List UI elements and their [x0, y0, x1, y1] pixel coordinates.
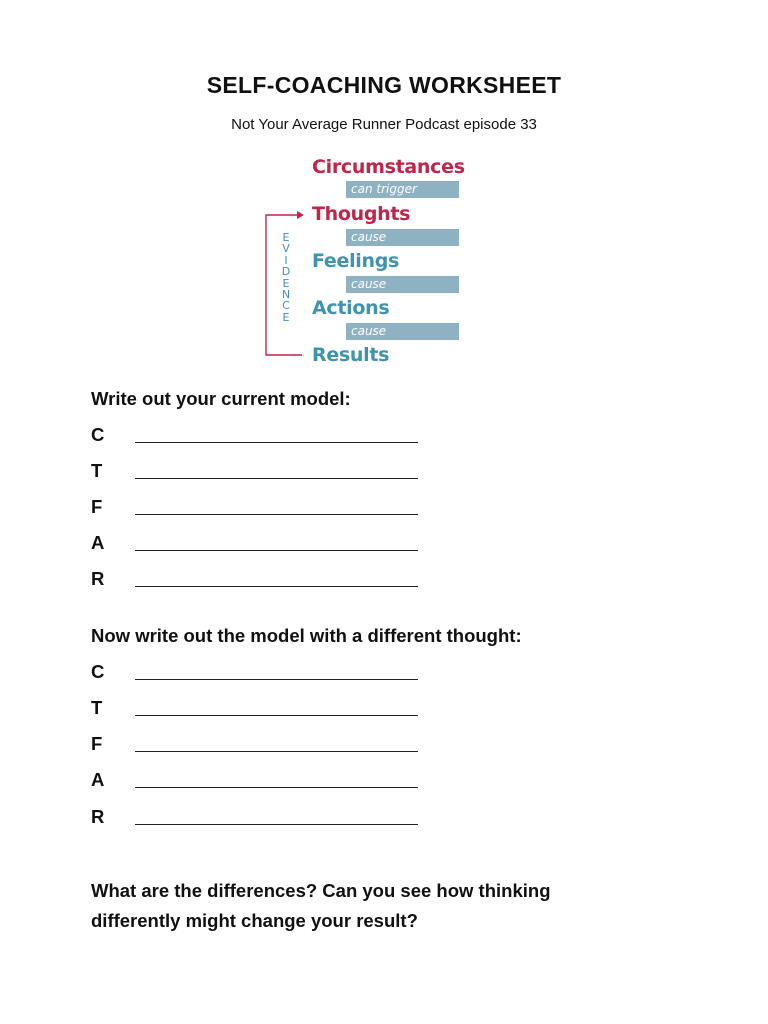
- blank-line[interactable]: [135, 679, 418, 680]
- stage-results: Results: [312, 344, 390, 366]
- row-letter: R: [91, 806, 105, 827]
- current-row-f[interactable]: [91, 496, 431, 522]
- page-title: SELF-COACHING WORKSHEET: [206, 72, 562, 98]
- connector-cause-3: cause: [346, 323, 459, 340]
- question-line-1: What are the differences? Can you see how thinking: [91, 880, 551, 901]
- evidence-label: E V I D E N C E: [281, 231, 291, 324]
- row-letter: C: [91, 661, 105, 682]
- row-letter: A: [91, 532, 105, 553]
- connector-cause-1: cause: [346, 229, 459, 246]
- blank-line[interactable]: [135, 478, 418, 479]
- different-model-heading: Now write out the model with a different thought:: [91, 625, 522, 646]
- blank-line[interactable]: [135, 586, 418, 587]
- blank-line[interactable]: [135, 824, 418, 825]
- row-letter: R: [91, 568, 105, 589]
- different-row-r[interactable]: [91, 806, 431, 832]
- different-row-f[interactable]: [91, 733, 431, 759]
- question-line-2: differently might change your result?: [91, 910, 418, 931]
- blank-line[interactable]: [135, 514, 418, 515]
- blank-line[interactable]: [135, 715, 418, 716]
- row-letter: F: [91, 733, 103, 754]
- model-diagram: [258, 150, 478, 372]
- blank-line[interactable]: [135, 442, 418, 443]
- different-row-c[interactable]: [91, 661, 431, 687]
- different-row-t[interactable]: [91, 697, 431, 723]
- stage-thoughts: Thoughts: [312, 203, 411, 225]
- current-row-c[interactable]: [91, 424, 431, 450]
- connector-can-trigger: can trigger: [346, 181, 459, 198]
- row-letter: T: [91, 697, 103, 718]
- current-row-t[interactable]: [91, 460, 431, 486]
- row-letter: F: [91, 496, 103, 517]
- blank-line[interactable]: [135, 550, 418, 551]
- current-row-a[interactable]: [91, 532, 431, 558]
- blank-line[interactable]: [135, 787, 418, 788]
- blank-line[interactable]: [135, 751, 418, 752]
- stage-circumstances: Circumstances: [312, 156, 465, 178]
- current-row-r[interactable]: [91, 568, 431, 594]
- row-letter: T: [91, 460, 103, 481]
- current-model-heading: Write out your current model:: [91, 388, 351, 409]
- row-letter: A: [91, 769, 105, 790]
- stage-actions: Actions: [312, 297, 390, 319]
- page-subtitle: Not Your Average Runner Podcast episode 33: [231, 116, 537, 133]
- row-letter: C: [91, 424, 105, 445]
- stage-feelings: Feelings: [312, 250, 400, 272]
- reflection-question: [91, 876, 691, 936]
- connector-cause-2: cause: [346, 276, 459, 293]
- different-row-a[interactable]: [91, 769, 431, 795]
